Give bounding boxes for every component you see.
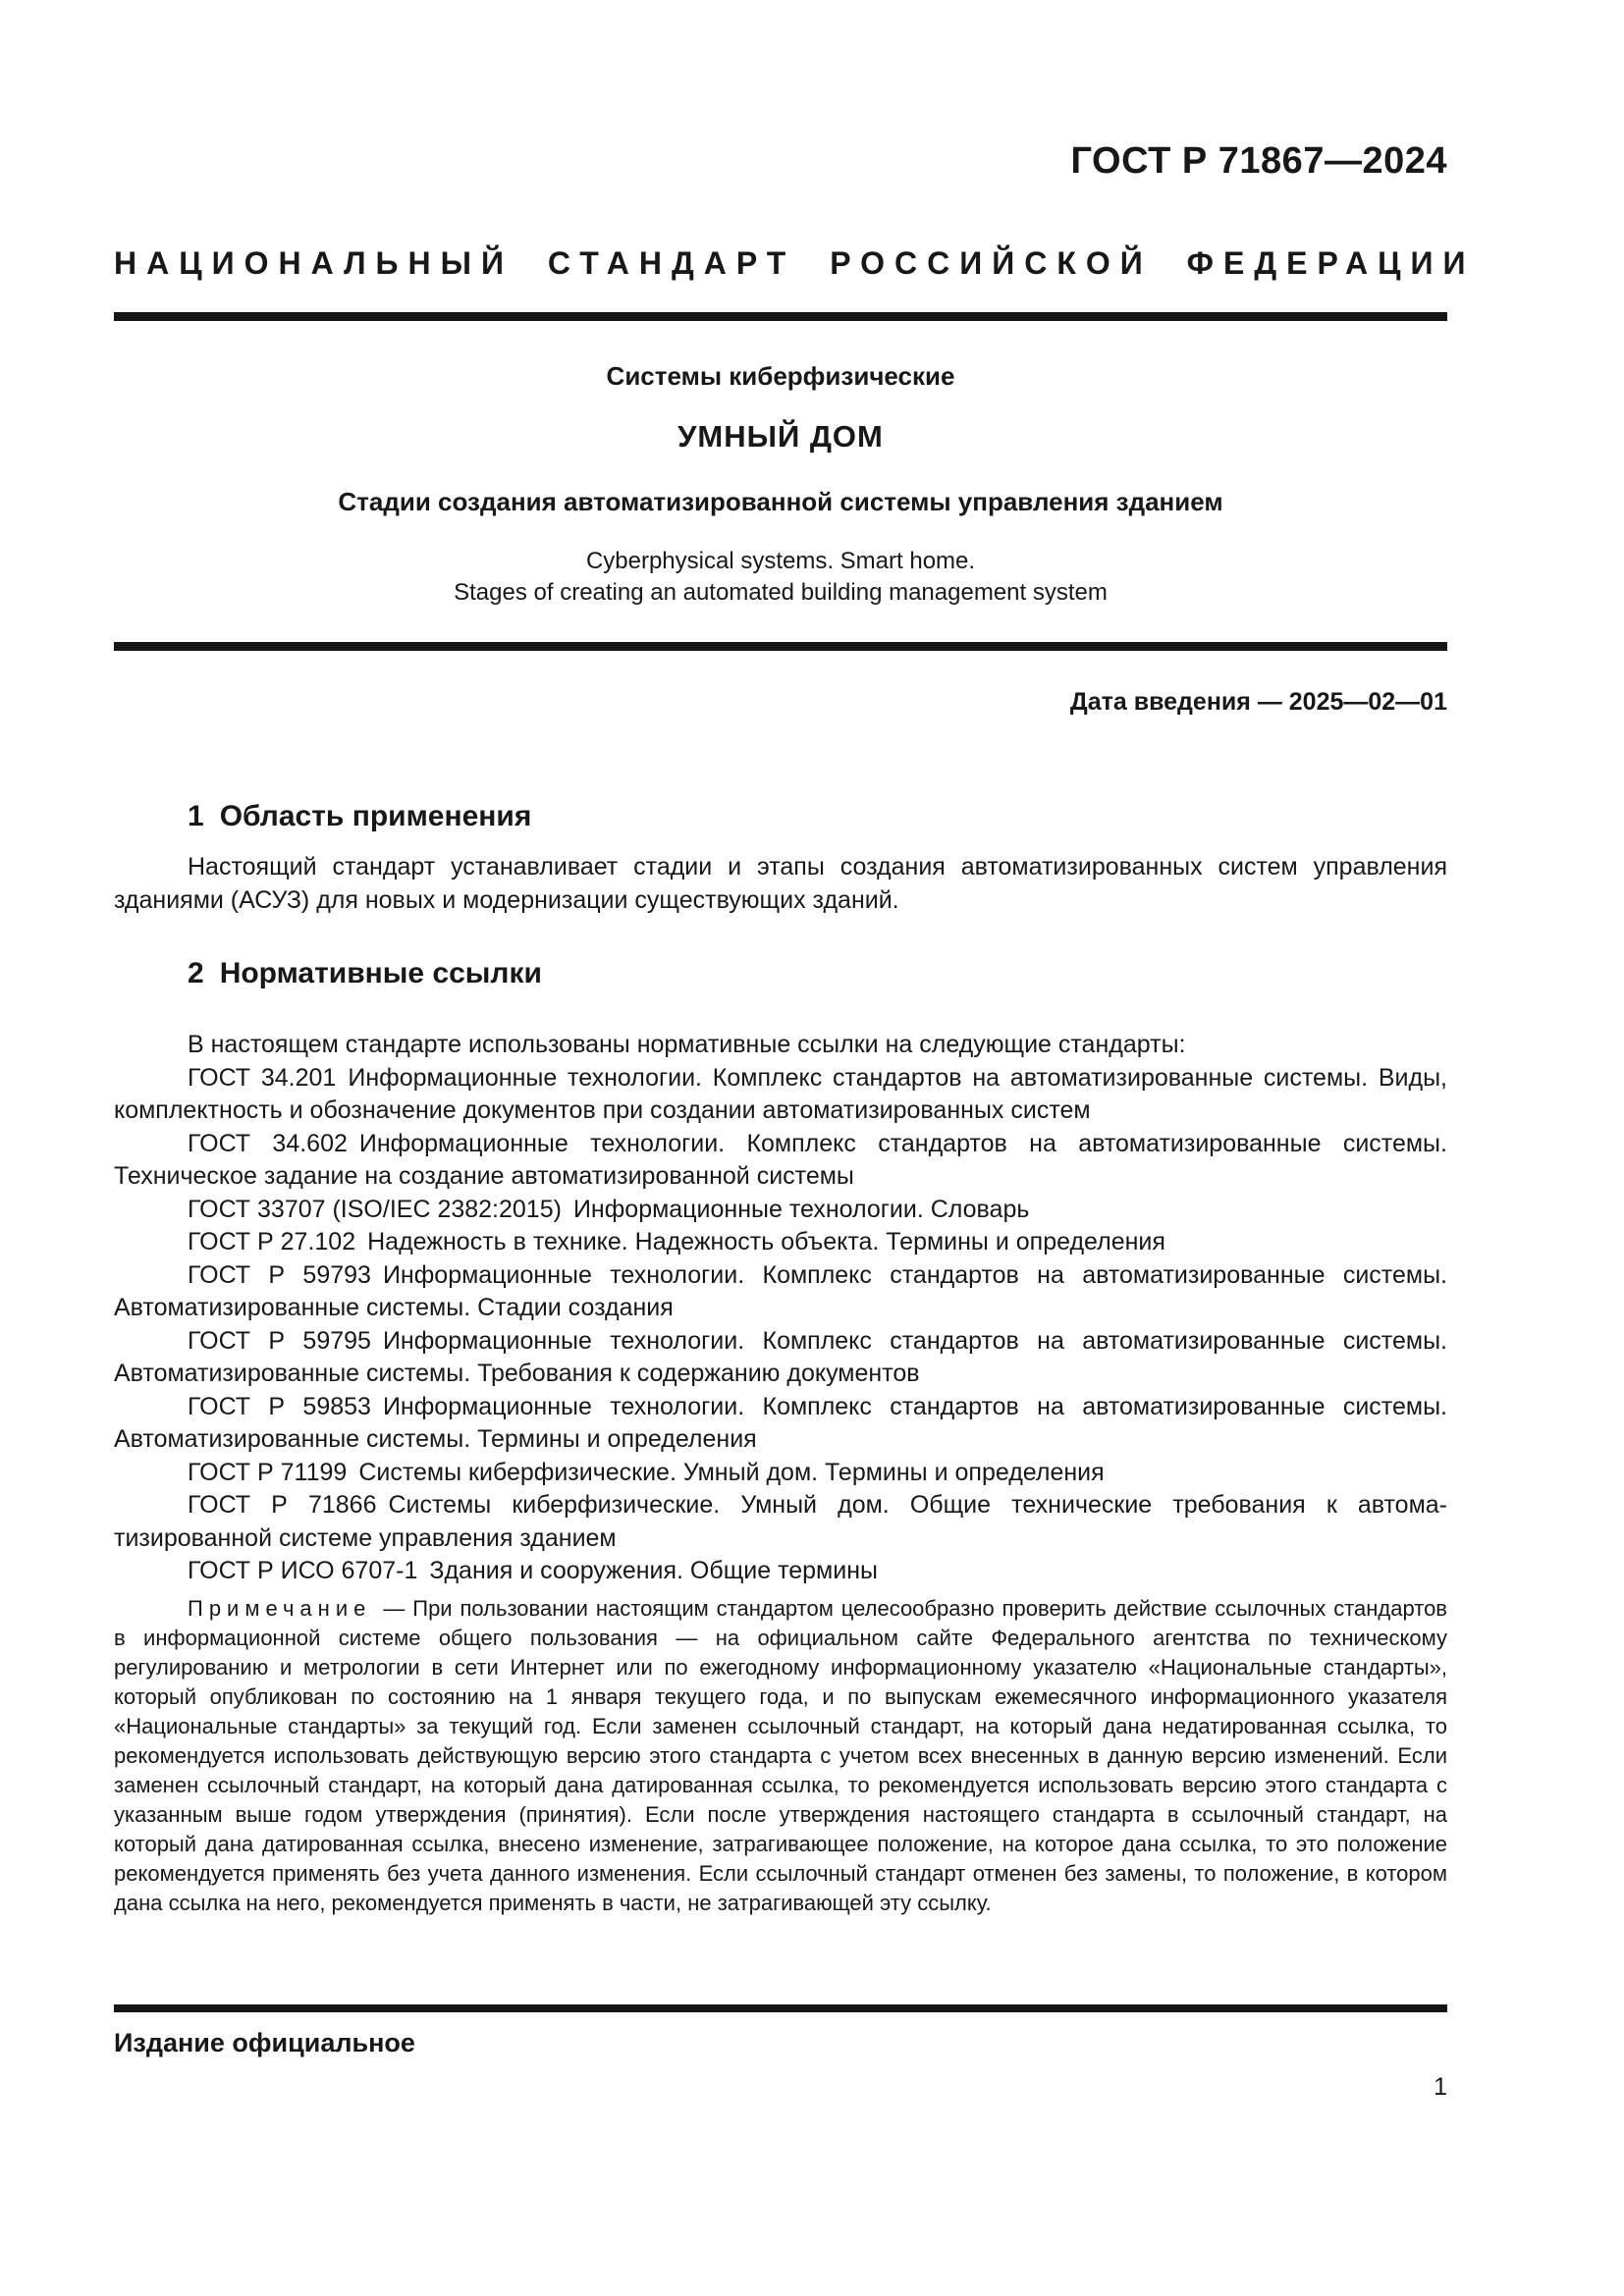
page-number: 1 <box>1434 2073 1447 2101</box>
reference-item <box>114 1259 1447 1325</box>
reference-title: Системы киберфизические. Умный дом. Общие технические требования к автоматизированной системе управления зданием <box>114 1491 1447 1552</box>
reference-designation: ГОСТ Р 71199 <box>188 1458 348 1486</box>
note-text: — При пользовании настоящим стандартом целесообразно проверить действие ссылочных стандартов в информационной системе общего пользования — на официальном сайте Федерального агентства по техническому регулированию и метрологии в сети Интернет или по ежегодному информационному указателю «Национальные стандарты», который опубликован по состоянию на 1 января текущего года, и по выпускам ежемесячного информационного указателя «Национальные стандарты» за текущий год. Если заменен ссылочный стандарт, на который дана недатированная ссылка, то рекомендуется использовать действующую версию этого стандарта с учетом всех внесенных в данную версию изменений. Если заменен ссылочный стандарт, на который дана датированная ссылка, то рекомендуется использовать версию этого стандарта с указанным выше годом утверждения (принятия). Если после утверждения настоящего стандарта в ссылочный стандарт, на который дана датированная ссылка, внесено изменение, затрагивающее положение, на которое дана ссылка, то это положение рекомендуется применять без учета данного изменения. Если ссылочный стандарт отменен без замены, то положение, в котором дана ссылка на него, рекомендуется применять в части, не затрагивающей эту ссылку. <box>114 1596 1447 1915</box>
reference-item <box>114 1062 1447 1128</box>
references-intro: В настоящем стандарте использованы нормативные ссылки на следующие стандарты: <box>188 1031 1186 1058</box>
reference-designation: ГОСТ Р 59795 <box>188 1326 371 1355</box>
reference-designation: ГОСТ 34.602 <box>188 1129 348 1157</box>
note-paragraph <box>114 1594 1447 1918</box>
edition-label: Издание официальное <box>114 2028 415 2057</box>
reference-item <box>114 1194 1447 1227</box>
header-divider-rule <box>114 312 1447 321</box>
reference-designation: ГОСТ 33707 (ISO/IEC 2382:2015) <box>188 1195 562 1223</box>
reference-title: Системы киберфизические. Умный дом. Термины и определения <box>358 1458 1105 1486</box>
title-divider-rule <box>114 642 1447 651</box>
section-1-number: 1 <box>188 800 204 832</box>
section-2-title: Нормативные ссылки <box>219 957 542 989</box>
reference-item <box>114 1489 1447 1555</box>
title-subtitle: Стадии создания автоматизированной системы управления зданием <box>338 487 1223 516</box>
reference-item <box>114 1226 1447 1259</box>
reference-designation: ГОСТ Р 59853 <box>188 1392 371 1420</box>
reference-title: Информационные технологии. Словарь <box>572 1195 1030 1223</box>
reference-item <box>114 1457 1447 1490</box>
reference-title: Здания и сооружения. Общие термины <box>429 1557 878 1584</box>
note-label: Примечание <box>188 1596 372 1621</box>
section-2-body <box>114 1029 1447 1588</box>
national-standard-banner: НАЦИОНАЛЬНЫЙ СТАНДАРТ РОССИЙСКОЙ ФЕДЕРАЦИИ <box>114 245 1476 281</box>
section-1-heading <box>114 799 1521 834</box>
title-english-line1: Cyberphysical systems. Smart home. <box>585 548 976 574</box>
reference-item <box>114 1325 1447 1391</box>
doc-designation: ГОСТ Р 71867—2024 <box>1070 140 1447 182</box>
reference-title: Информационные технологии. Комплекс стандартов на автоматизированные системы. Автоматизированные системы. Стадии создания <box>114 1260 1447 1321</box>
references-note <box>114 1594 1447 1918</box>
reference-title: Информационные технологии. Комплекс стандартов на автоматизированные системы. Автоматизированные системы. Требования к содержанию документов <box>114 1326 1447 1387</box>
reference-designation: ГОСТ 34.201 <box>188 1063 337 1092</box>
section-1-body <box>114 850 1447 917</box>
footer-divider-rule <box>114 2004 1447 2012</box>
reference-item <box>114 1128 1447 1194</box>
reference-designation: ГОСТ Р 27.102 <box>188 1228 356 1255</box>
section-1-title: Область применения <box>219 800 532 832</box>
effective-date: Дата введения — 2025—02—01 <box>1069 688 1447 716</box>
reference-designation: ГОСТ Р ИСО 6707-1 <box>188 1557 418 1584</box>
reference-item <box>114 1391 1447 1457</box>
reference-title: Информационные технологии. Комплекс стандартов на автоматизированные системы. Автоматизированные системы. Термины и определения <box>114 1392 1447 1453</box>
section-2-heading <box>114 956 1521 991</box>
reference-item <box>114 1555 1447 1588</box>
reference-title: Надежность в технике. Надежность объекта. Термины и определения <box>367 1228 1165 1255</box>
reference-designation: ГОСТ Р 71866 <box>188 1491 377 1519</box>
title-subject: Системы киберфизические <box>606 361 955 391</box>
reference-title: Информационные технологии. Комплекс стандартов на автоматизированные системы. Виды, комплектность и обозначение документов при создании автоматизированных систем <box>114 1063 1447 1124</box>
scope-paragraph: Настоящий стандарт устанавливает стадии и этапы создания автоматизированных систем управления зданиями (АСУЗ) для новых и модернизации существующих зданий. <box>114 853 1447 914</box>
reference-designation: ГОСТ Р 59793 <box>188 1260 371 1289</box>
section-2-number: 2 <box>188 957 204 989</box>
title-english-line2: Stages of creating an automated building management system <box>454 579 1108 606</box>
title-main: УМНЫЙ ДОМ <box>677 419 884 454</box>
reference-title: Информационные технологии. Комплекс стандартов на автоматизированные системы. Техническое задание на создание автоматизированной системы <box>114 1129 1447 1190</box>
